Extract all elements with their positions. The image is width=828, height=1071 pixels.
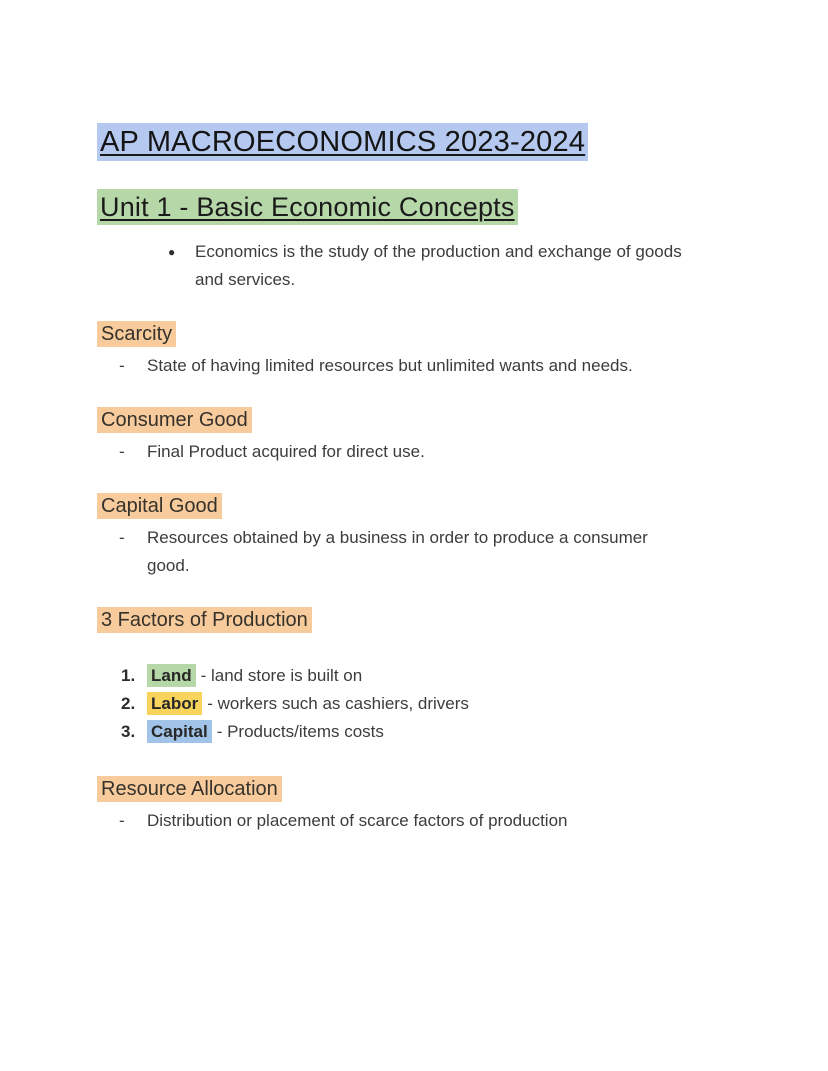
section-heading-factors: [97, 607, 733, 634]
intro-bullet-list: [97, 238, 733, 294]
factor-term-capital: Capital: [147, 720, 212, 743]
unit-heading: [97, 190, 733, 224]
factor-term-land: Land: [147, 664, 196, 687]
list-item: [97, 238, 703, 294]
section-heading-highlight: Resource Allocation: [97, 776, 282, 802]
factor-description: - Products/items costs: [216, 722, 384, 741]
section-heading-highlight: Consumer Good: [97, 407, 252, 433]
section-heading-capital-good: [97, 493, 733, 520]
page-title: [97, 124, 733, 160]
dash-marker: -: [119, 442, 125, 461]
factors-list: [97, 662, 733, 746]
list-number: 2.: [121, 694, 136, 713]
section-heading-consumer-good: [97, 407, 733, 434]
definition-text: State of having limited resources but unlimited wants and needs.: [147, 356, 633, 375]
doc-title-highlight: AP MACROECONOMICS 2023-2024: [97, 123, 588, 161]
dash-marker: -: [119, 811, 125, 830]
section-heading-highlight: Scarcity: [97, 321, 176, 347]
factor-item-labor: [97, 690, 733, 718]
definition-text: Distribution or placement of scarce factors of production: [147, 811, 568, 830]
section-heading-scarcity: [97, 321, 733, 348]
factor-item-land: [97, 662, 733, 690]
factor-term-labor: Labor: [147, 692, 202, 715]
unit-heading-highlight: Unit 1 - Basic Economic Concepts: [97, 189, 518, 225]
definition-resource-allocation: [97, 807, 669, 835]
definition-text: Resources obtained by a business in order to produce a consumer good.: [147, 528, 648, 575]
bullet-icon: ●: [168, 245, 176, 259]
factor-item-capital: [97, 718, 733, 746]
section-heading-resource-allocation: [97, 776, 733, 803]
dash-marker: -: [119, 528, 125, 547]
factor-description: - land store is built on: [200, 666, 363, 685]
list-number: 1.: [121, 666, 136, 685]
section-heading-highlight: 3 Factors of Production: [97, 607, 312, 633]
factor-description: - workers such as cashiers, drivers: [207, 694, 469, 713]
dash-marker: -: [119, 356, 125, 375]
definition-consumer-good: [97, 438, 669, 466]
intro-bullet-text: Economics is the study of the production and exchange of goods and services.: [195, 242, 682, 289]
section-heading-highlight: Capital Good: [97, 493, 222, 519]
list-number: 3.: [121, 722, 136, 741]
definition-scarcity: [97, 352, 669, 380]
definition-capital-good: [97, 524, 669, 580]
definition-text: Final Product acquired for direct use.: [147, 442, 425, 461]
